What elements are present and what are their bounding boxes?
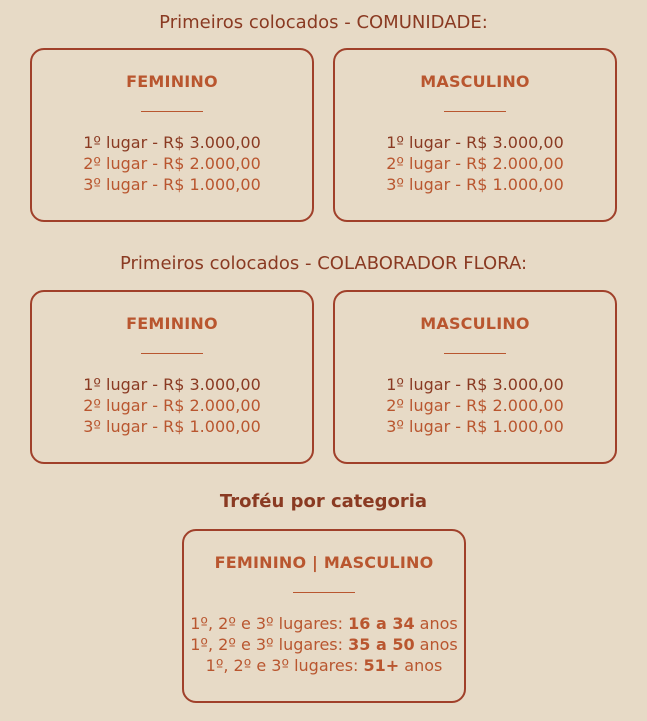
card-heading: FEMININO <box>126 72 218 91</box>
card-heading: FEMININO | MASCULINO <box>214 553 434 572</box>
divider <box>293 592 355 593</box>
trophy-title: Troféu por categoria <box>219 491 428 512</box>
divider <box>141 111 203 112</box>
prize-line-1: 1º lugar - R$ 3.000,00 <box>386 133 564 152</box>
card-heading: MASCULINO <box>420 72 530 91</box>
age-range: 51+ <box>363 656 400 675</box>
age-range: 16 a 34 <box>348 614 415 633</box>
prize-line-2: 2º lugar - R$ 2.000,00 <box>386 154 564 173</box>
age-line-1 <box>184 613 464 634</box>
divider <box>444 353 506 354</box>
age-suffix: anos <box>399 656 443 675</box>
prize-line-1: 1º lugar - R$ 3.000,00 <box>386 375 564 394</box>
age-prefix: 1º, 2º e 3º lugares: <box>190 635 349 654</box>
prize-line-1: 1º lugar - R$ 3.000,00 <box>83 133 261 152</box>
age-suffix: anos <box>414 635 458 654</box>
card-colaborador-masculino <box>333 290 617 464</box>
age-prefix: 1º, 2º e 3º lugares: <box>205 656 364 675</box>
age-prefix: 1º, 2º e 3º lugares: <box>190 614 349 633</box>
card-colaborador-feminino <box>30 290 314 464</box>
section-title-colaborador: Primeiros colocados - COLABORADOR FLORA: <box>119 253 528 274</box>
section-title-comunidade: Primeiros colocados - COMUNIDADE: <box>159 12 488 33</box>
prize-line-3: 3º lugar - R$ 1.000,00 <box>386 175 564 194</box>
card-heading: MASCULINO <box>420 314 530 333</box>
prize-line-3: 3º lugar - R$ 1.000,00 <box>83 175 261 194</box>
card-comunidade-masculino <box>333 48 617 222</box>
age-suffix: anos <box>414 614 458 633</box>
divider <box>444 111 506 112</box>
prize-line-3: 3º lugar - R$ 1.000,00 <box>386 417 564 436</box>
prize-line-3: 3º lugar - R$ 1.000,00 <box>83 417 261 436</box>
divider <box>141 353 203 354</box>
age-range: 35 a 50 <box>348 635 415 654</box>
prize-line-2: 2º lugar - R$ 2.000,00 <box>386 396 564 415</box>
card-heading: FEMININO <box>126 314 218 333</box>
card-comunidade-feminino <box>30 48 314 222</box>
prize-line-1: 1º lugar - R$ 3.000,00 <box>83 375 261 394</box>
prize-line-2: 2º lugar - R$ 2.000,00 <box>83 396 261 415</box>
age-line-2 <box>184 634 464 655</box>
card-trophy <box>182 529 466 703</box>
age-line-3 <box>184 655 464 676</box>
prize-line-2: 2º lugar - R$ 2.000,00 <box>83 154 261 173</box>
